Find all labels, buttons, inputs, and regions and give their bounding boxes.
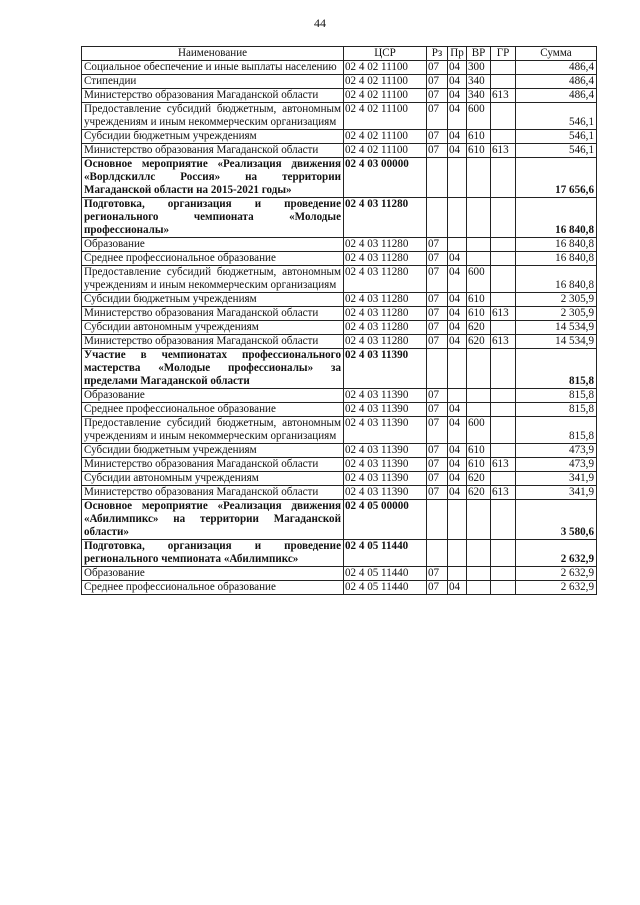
row-sum: 2 305,9: [516, 307, 597, 321]
row-vr: [467, 252, 491, 266]
table-row: [82, 293, 597, 307]
row-csr: 02 4 02 11100: [344, 61, 427, 75]
row-rz: 07: [427, 458, 448, 472]
row-pr: 04: [448, 444, 467, 458]
row-pr: 04: [448, 266, 467, 293]
row-rz: 07: [427, 307, 448, 321]
row-pr: 04: [448, 61, 467, 75]
row-csr: 02 4 03 11390: [344, 349, 427, 389]
row-sum: 2 632,9: [516, 567, 597, 581]
row-vr: 610: [467, 144, 491, 158]
row-vr: 620: [467, 321, 491, 335]
table-row: [82, 486, 597, 500]
row-sum: 2 632,9: [516, 581, 597, 595]
header-name: Наименование: [82, 47, 344, 61]
row-pr: [448, 198, 467, 238]
row-pr: 04: [448, 130, 467, 144]
row-pr: [448, 238, 467, 252]
row-rz: 07: [427, 75, 448, 89]
row-csr: 02 4 02 11100: [344, 130, 427, 144]
row-gr: 613: [491, 335, 516, 349]
row-rz: 07: [427, 89, 448, 103]
table-row: [82, 417, 597, 444]
row-name: Министерство образования Магаданской области: [82, 307, 344, 321]
row-vr: 610: [467, 458, 491, 472]
row-sum: 815,8: [516, 403, 597, 417]
row-name: Среднее профессиональное образование: [82, 252, 344, 266]
table-row: [82, 458, 597, 472]
row-pr: [448, 158, 467, 198]
row-pr: [448, 349, 467, 389]
row-sum: 815,8: [516, 389, 597, 403]
header-vr: ВР: [467, 47, 491, 61]
row-name: Среднее профессиональное образование: [82, 581, 344, 595]
row-vr: [467, 238, 491, 252]
row-vr: 600: [467, 417, 491, 444]
row-pr: 04: [448, 252, 467, 266]
row-pr: 04: [448, 103, 467, 130]
row-rz: 07: [427, 293, 448, 307]
row-rz: 07: [427, 266, 448, 293]
row-rz: 07: [427, 238, 448, 252]
row-rz: 07: [427, 103, 448, 130]
header-rz: Рз: [427, 47, 448, 61]
row-csr: 02 4 05 11440: [344, 567, 427, 581]
row-gr: [491, 581, 516, 595]
row-pr: 04: [448, 581, 467, 595]
row-pr: 04: [448, 144, 467, 158]
row-csr: 02 4 02 11100: [344, 75, 427, 89]
row-vr: [467, 567, 491, 581]
row-gr: [491, 349, 516, 389]
table-row: [82, 252, 597, 266]
row-name: Образование: [82, 567, 344, 581]
row-name: Субсидии бюджетным учреждениям: [82, 444, 344, 458]
row-rz: 07: [427, 403, 448, 417]
table-row: [82, 75, 597, 89]
table-row: [82, 89, 597, 103]
row-csr: 02 4 03 11390: [344, 417, 427, 444]
table-row: [82, 500, 597, 540]
row-name: Субсидии автономным учреждениям: [82, 472, 344, 486]
row-csr: 02 4 03 11390: [344, 444, 427, 458]
table-row: [82, 238, 597, 252]
row-gr: [491, 103, 516, 130]
row-rz: [427, 198, 448, 238]
row-rz: 07: [427, 444, 448, 458]
row-gr: 613: [491, 307, 516, 321]
row-csr: 02 4 03 11280: [344, 321, 427, 335]
row-rz: 07: [427, 486, 448, 500]
row-gr: 613: [491, 89, 516, 103]
row-name: Субсидии бюджетным учреждениям: [82, 130, 344, 144]
row-vr: 610: [467, 444, 491, 458]
row-vr: 620: [467, 472, 491, 486]
row-sum: 473,9: [516, 444, 597, 458]
row-sum: 17 656,6: [516, 158, 597, 198]
row-vr: [467, 403, 491, 417]
table-row: [82, 144, 597, 158]
row-sum: 546,1: [516, 130, 597, 144]
row-sum: 16 840,8: [516, 238, 597, 252]
header-sum: Сумма: [516, 47, 597, 61]
row-sum: 546,1: [516, 144, 597, 158]
row-csr: 02 4 03 11280: [344, 198, 427, 238]
row-name: Образование: [82, 389, 344, 403]
row-rz: [427, 500, 448, 540]
row-csr: 02 4 03 11280: [344, 307, 427, 321]
row-pr: 04: [448, 458, 467, 472]
row-rz: 07: [427, 472, 448, 486]
row-name: Министерство образования Магаданской области: [82, 89, 344, 103]
row-csr: 02 4 03 11390: [344, 486, 427, 500]
row-sum: 546,1: [516, 103, 597, 130]
header-csr: ЦСР: [344, 47, 427, 61]
row-name: Основное мероприятие «Реализация движения «Абилимпикс» на территории Магаданской области»: [82, 500, 344, 540]
row-gr: [491, 389, 516, 403]
row-csr: 02 4 03 11390: [344, 389, 427, 403]
row-vr: 620: [467, 335, 491, 349]
row-vr: 600: [467, 266, 491, 293]
row-rz: [427, 158, 448, 198]
row-gr: [491, 130, 516, 144]
row-vr: [467, 389, 491, 403]
table-row: [82, 321, 597, 335]
table-row: [82, 307, 597, 321]
row-csr: 02 4 03 11280: [344, 238, 427, 252]
row-name: Субсидии автономным учреждениям: [82, 321, 344, 335]
row-name: Стипендии: [82, 75, 344, 89]
row-vr: [467, 198, 491, 238]
row-gr: [491, 321, 516, 335]
row-gr: [491, 567, 516, 581]
row-gr: [491, 444, 516, 458]
row-vr: 610: [467, 307, 491, 321]
row-csr: 02 4 03 11390: [344, 472, 427, 486]
table-body: [82, 61, 597, 595]
row-gr: 613: [491, 458, 516, 472]
row-sum: 341,9: [516, 486, 597, 500]
row-csr: 02 4 03 11390: [344, 458, 427, 472]
row-sum: 341,9: [516, 472, 597, 486]
row-pr: 04: [448, 417, 467, 444]
row-name: Министерство образования Магаданской области: [82, 486, 344, 500]
row-vr: 610: [467, 293, 491, 307]
table-row: [82, 540, 597, 567]
row-rz: 07: [427, 252, 448, 266]
table-row: [82, 266, 597, 293]
row-pr: 04: [448, 472, 467, 486]
row-sum: 486,4: [516, 75, 597, 89]
row-pr: [448, 500, 467, 540]
row-pr: [448, 567, 467, 581]
row-name: Среднее профессиональное образование: [82, 403, 344, 417]
row-pr: [448, 389, 467, 403]
row-csr: 02 4 02 11100: [344, 144, 427, 158]
row-csr: 02 4 02 11100: [344, 89, 427, 103]
row-csr: 02 4 03 11280: [344, 293, 427, 307]
row-gr: [491, 403, 516, 417]
row-vr: [467, 349, 491, 389]
row-gr: [491, 238, 516, 252]
row-vr: [467, 500, 491, 540]
row-pr: 04: [448, 486, 467, 500]
row-name: Министерство образования Магаданской области: [82, 144, 344, 158]
row-rz: [427, 349, 448, 389]
row-name: Подготовка, организация и проведение регионального чемпионата «Молодые профессионалы»: [82, 198, 344, 238]
row-sum: 16 840,8: [516, 198, 597, 238]
header-row: [82, 47, 597, 61]
row-pr: 04: [448, 321, 467, 335]
row-csr: 02 4 03 11280: [344, 266, 427, 293]
row-csr: 02 4 03 11390: [344, 403, 427, 417]
header-pr: Пр: [448, 47, 467, 61]
row-name: Социальное обеспечение и иные выплаты населению: [82, 61, 344, 75]
table-row: [82, 335, 597, 349]
row-gr: 613: [491, 486, 516, 500]
row-sum: 815,8: [516, 349, 597, 389]
row-csr: 02 4 03 11280: [344, 252, 427, 266]
row-gr: [491, 540, 516, 567]
row-pr: 04: [448, 293, 467, 307]
row-gr: [491, 266, 516, 293]
table-row: [82, 198, 597, 238]
table-row: [82, 403, 597, 417]
row-gr: [491, 75, 516, 89]
row-name: Предоставление субсидий бюджетным, автономным учреждениям и иным некоммерческим организациям: [82, 417, 344, 444]
row-rz: 07: [427, 567, 448, 581]
row-gr: [491, 252, 516, 266]
row-gr: [491, 417, 516, 444]
row-pr: 04: [448, 335, 467, 349]
table-row: [82, 158, 597, 198]
row-rz: 07: [427, 581, 448, 595]
row-csr: 02 4 02 11100: [344, 103, 427, 130]
row-sum: 815,8: [516, 417, 597, 444]
row-gr: [491, 472, 516, 486]
row-rz: 07: [427, 144, 448, 158]
row-sum: 14 534,9: [516, 321, 597, 335]
row-sum: 2 305,9: [516, 293, 597, 307]
page-number: 44: [314, 16, 326, 30]
row-name: Образование: [82, 238, 344, 252]
row-sum: 486,4: [516, 89, 597, 103]
row-gr: [491, 500, 516, 540]
row-pr: 04: [448, 307, 467, 321]
row-rz: 07: [427, 61, 448, 75]
row-name: Подготовка, организация и проведение регионального чемпионата «Абилимпикс»: [82, 540, 344, 567]
row-sum: 14 534,9: [516, 335, 597, 349]
row-vr: [467, 158, 491, 198]
row-gr: [491, 293, 516, 307]
row-vr: [467, 540, 491, 567]
row-sum: 3 580,6: [516, 500, 597, 540]
row-gr: 613: [491, 144, 516, 158]
row-sum: 16 840,8: [516, 252, 597, 266]
row-rz: 07: [427, 335, 448, 349]
table-row: [82, 130, 597, 144]
row-vr: 610: [467, 130, 491, 144]
table-row: [82, 61, 597, 75]
row-gr: [491, 158, 516, 198]
row-vr: [467, 581, 491, 595]
row-name: Основное мероприятие «Реализация движения «Ворлдскиллс Россия» на территории Магаданской области на 2015-2021 годы»: [82, 158, 344, 198]
row-csr: 02 4 03 11280: [344, 335, 427, 349]
row-csr: 02 4 05 11440: [344, 581, 427, 595]
row-csr: 02 4 05 11440: [344, 540, 427, 567]
row-pr: 04: [448, 75, 467, 89]
row-name: Предоставление субсидий бюджетным, автономным учреждениям и иным некоммерческим организациям: [82, 103, 344, 130]
row-name: Министерство образования Магаданской области: [82, 458, 344, 472]
table-row: [82, 472, 597, 486]
table-row: [82, 567, 597, 581]
row-rz: 07: [427, 130, 448, 144]
row-sum: 16 840,8: [516, 266, 597, 293]
row-vr: 300: [467, 61, 491, 75]
row-name: Субсидии бюджетным учреждениям: [82, 293, 344, 307]
table-row: [82, 581, 597, 595]
budget-table: [81, 46, 597, 595]
table-header: [82, 47, 597, 61]
header-gr: ГР: [491, 47, 516, 61]
table-row: [82, 389, 597, 403]
row-name: Предоставление субсидий бюджетным, автономным учреждениям и иным некоммерческим организациям: [82, 266, 344, 293]
row-vr: 600: [467, 103, 491, 130]
row-pr: 04: [448, 403, 467, 417]
row-gr: [491, 61, 516, 75]
table-row: [82, 444, 597, 458]
table-row: [82, 349, 597, 389]
table-row: [82, 103, 597, 130]
row-rz: 07: [427, 389, 448, 403]
row-csr: 02 4 03 00000: [344, 158, 427, 198]
row-rz: [427, 540, 448, 567]
row-pr: 04: [448, 89, 467, 103]
row-rz: 07: [427, 417, 448, 444]
row-csr: 02 4 05 00000: [344, 500, 427, 540]
row-sum: 486,4: [516, 61, 597, 75]
row-gr: [491, 198, 516, 238]
row-pr: [448, 540, 467, 567]
row-vr: 340: [467, 89, 491, 103]
row-sum: 473,9: [516, 458, 597, 472]
row-name: Участие в чемпионатах профессионального мастерства «Молодые профессионалы» за пределами Магаданской области: [82, 349, 344, 389]
row-vr: 620: [467, 486, 491, 500]
row-sum: 2 632,9: [516, 540, 597, 567]
row-vr: 340: [467, 75, 491, 89]
row-rz: 07: [427, 321, 448, 335]
row-name: Министерство образования Магаданской области: [82, 335, 344, 349]
